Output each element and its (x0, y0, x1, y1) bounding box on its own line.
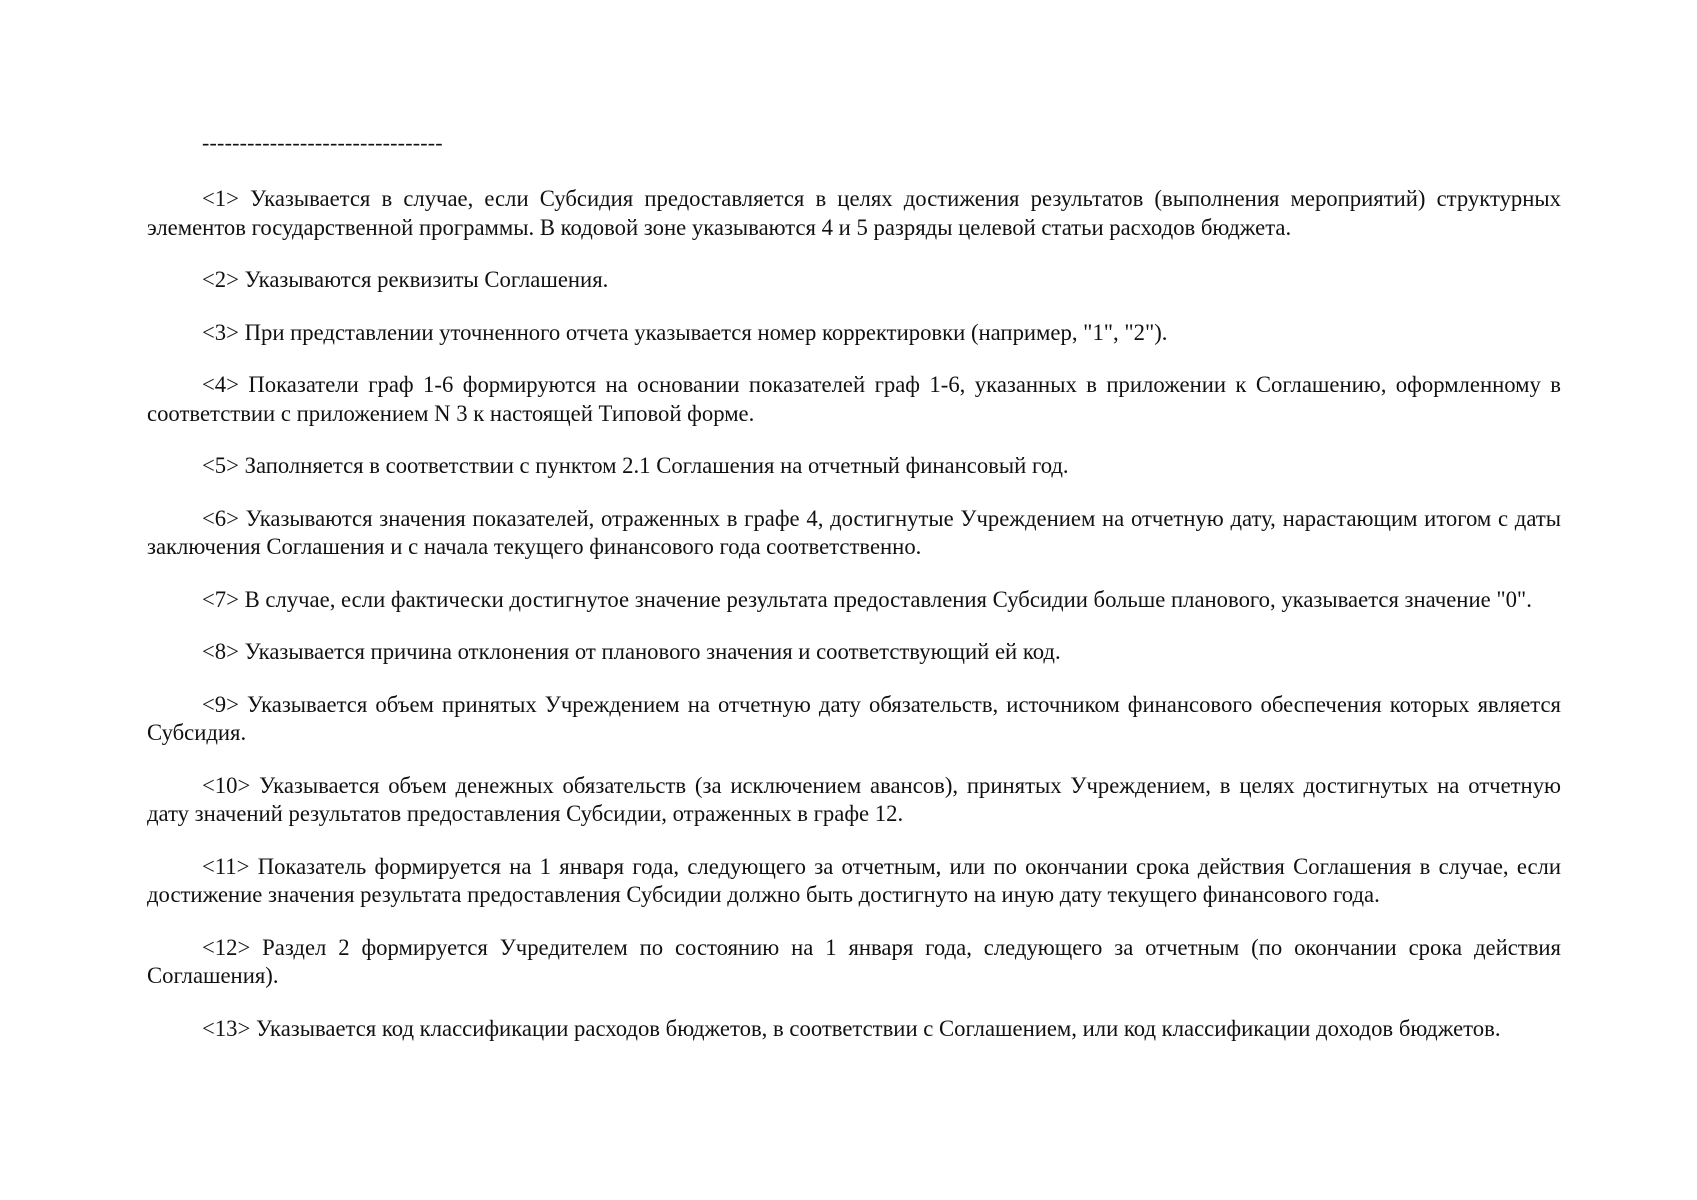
document-page (147, 130, 1561, 1067)
footnote-9: <9> Указывается объем принятых Учреждением на отчетную дату обязательств, источником финансового обеспечения которых является Субсидия. (147, 691, 1561, 745)
footnote-8: <8> Указывается причина отклонения от планового значения и соответствующий ей код. (202, 639, 1061, 664)
footnote-4: <4> Показатели граф 1-6 формируются на основании показателей граф 1-6, указанных в приложении к Соглашению, оформленному в соответствии с приложением N 3 к настоящей Типовой форме. (147, 372, 1561, 426)
footnotes-list (147, 185, 1561, 1043)
footnote-12: <12> Раздел 2 формируется Учредителем по состоянию на 1 января года, следующего за отчетным (по окончании срока действия Соглашения). (147, 934, 1561, 988)
footnote-1: <1> Указывается в случае, если Субсидия предоставляется в целях достижения результатов (выполнения мероприятий) структурных элементов государственной программы. В кодовой зоне указываются 4 и 5 разряды целевой статьи расходов бюджета. (147, 186, 1561, 240)
footnote-separator: -------------------------------- (202, 130, 443, 155)
footnote-13: <13> Указывается код классификации расходов бюджетов, в соответствии с Соглашением, или код классификации доходов бюджетов. (202, 1015, 1501, 1041)
footnote-2: <2> Указываются реквизиты Соглашения. (202, 267, 609, 292)
footnote-11: <11> Показатель формируется на 1 января года, следующего за отчетным, или по окончании срока действия Соглашения в случае, если достижение значения результата предоставления Субсидии должно быть достигнуто на иную дату текущего финансового года. (147, 853, 1561, 907)
footnote-7: <7> В случае, если фактически достигнутое значение результата предоставления Субсидии больше планового, указывается значение "0". (202, 586, 1532, 612)
footnote-10: <10> Указывается объем денежных обязательств (за исключением авансов), принятых Учреждением, в целях достигнутых на отчетную дату значений результатов предоставления Субсидии, отраженных в графе 12. (147, 772, 1561, 826)
footnote-6: <6> Указываются значения показателей, отраженных в графе 4, достигнутые Учреждением на отчетную дату, нарастающим итогом с даты заключения Соглашения и с начала текущего финансового года соответственно. (147, 505, 1561, 559)
footnote-5: <5> Заполняется в соответствии с пунктом 2.1 Соглашения на отчетный финансовый год. (202, 453, 1069, 478)
footnote-3: <3> При представлении уточненного отчета указывается номер корректировки (например, "1", "2"). (202, 319, 1168, 345)
